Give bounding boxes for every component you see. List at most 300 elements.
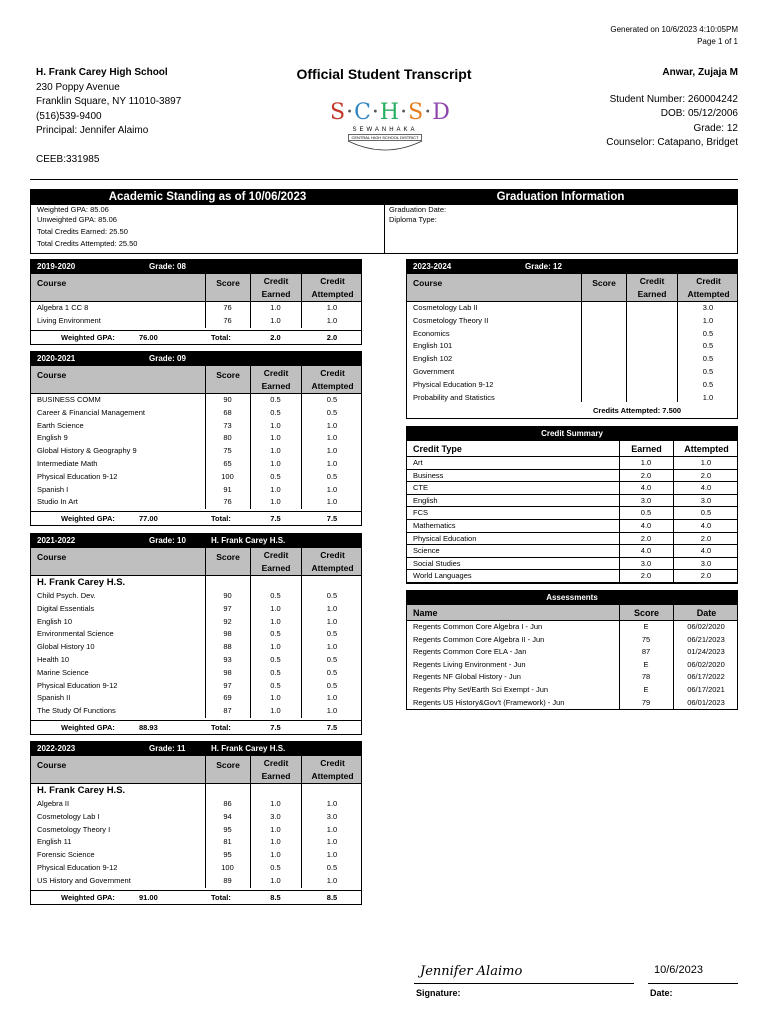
column-divider	[673, 558, 674, 570]
table-row	[31, 407, 361, 420]
course-name: Algebra II	[37, 799, 70, 808]
table-row	[31, 862, 361, 875]
course-attempted: 1.0	[326, 824, 338, 834]
total-credits-attempted: Total Credits Attempted: 25.50	[37, 239, 138, 248]
col-credit-earned: Credit Earned	[250, 366, 301, 394]
assessment-name: Regents Common Core ELA - Jan	[413, 647, 527, 657]
signature-image: Jennifer Alaimo	[420, 964, 523, 979]
course-earned: 0.5	[270, 471, 281, 481]
year-table	[30, 259, 362, 345]
credit-summary-title: Credit Summary	[407, 427, 737, 441]
course-earned: 1.0	[270, 497, 281, 507]
total-earned: 8.5	[270, 892, 281, 902]
table-row	[31, 445, 361, 458]
course-earned: 1.0	[270, 433, 281, 443]
col-assessment-name: Name	[413, 608, 438, 618]
assessment-date: 01/24/2023	[687, 647, 725, 657]
course-attempted: 1.0	[326, 850, 338, 860]
credit-type: World Languages	[413, 571, 472, 581]
course-score: 86	[223, 799, 232, 808]
generated-info	[610, 24, 738, 48]
course-earned: 1.0	[270, 850, 281, 860]
assessment-name: Regents Common Core Algebra II - Jun	[413, 634, 545, 644]
assessment-name: Regents Phy Set/Earth Sci Exempt - Jun	[413, 684, 549, 694]
course-earned: 0.5	[270, 629, 281, 639]
weighted-gpa-label: Weighted GPA:	[61, 514, 115, 524]
table-row	[407, 520, 737, 533]
table-row	[31, 471, 361, 484]
logo-arc-icon	[330, 141, 440, 155]
table-row	[407, 570, 737, 583]
column-divider	[205, 756, 206, 888]
course-earned: 1.0	[270, 315, 281, 325]
credit-attempted: 3.0	[700, 495, 712, 505]
signature-line	[414, 983, 634, 984]
year-totals	[31, 330, 361, 344]
course-attempted: 1.0	[326, 303, 338, 312]
course-score: 95	[223, 850, 232, 860]
course-name: Cosmetology Theory II	[413, 315, 489, 325]
table-row	[407, 457, 737, 470]
total-attempted: 7.5	[326, 722, 338, 732]
year-totals	[31, 890, 361, 904]
assessment-score: E	[643, 684, 649, 694]
student-info	[606, 66, 738, 151]
district-logo	[330, 100, 451, 166]
course-earned: 0.5	[270, 680, 281, 690]
col-credit-attempted: Credit Attempted	[301, 274, 363, 302]
column-divider	[205, 548, 206, 718]
generated-timestamp: Generated on 10/6/2023 4:10:05PM	[610, 25, 738, 34]
assessment-date: 06/21/2023	[687, 634, 725, 644]
weighted-gpa-label: Weighted GPA:	[61, 332, 115, 342]
course-attempted: 1.0	[326, 315, 338, 325]
course-name: Digital Essentials	[37, 603, 95, 613]
course-attempted: 1.0	[702, 392, 714, 402]
course-earned: 1.0	[270, 458, 281, 468]
assessment-date: 06/02/2020	[687, 659, 725, 669]
course-score: 98	[223, 629, 232, 639]
col-assessment-date: Date	[673, 605, 739, 621]
column-divider	[301, 756, 302, 888]
column-divider	[673, 605, 674, 709]
school-phone: (516)539-9400	[36, 110, 102, 122]
course-name: Studio In Art	[37, 497, 78, 507]
course-attempted: 1.0	[326, 706, 338, 716]
course-attempted: 1.0	[326, 616, 338, 626]
weighted-gpa-label: Weighted GPA:	[61, 892, 115, 902]
date-line	[648, 983, 738, 984]
assessment-score: 79	[641, 697, 651, 707]
credit-type: Art	[413, 458, 423, 467]
table-row	[407, 671, 737, 684]
course-score: 80	[223, 433, 232, 443]
assessment-name: Regents US History&Gov't (Framework) - Jun	[413, 697, 565, 707]
credit-type: FCS	[413, 508, 428, 518]
course-name: Cosmetology Lab II	[413, 303, 478, 312]
column-divider	[673, 533, 674, 545]
academic-standing-panel	[30, 189, 738, 254]
table-row	[407, 495, 737, 508]
current-year-label: 2023-2024	[413, 262, 452, 271]
table-row	[407, 482, 737, 495]
column-divider	[250, 548, 251, 718]
assessment-name: Regents NF Global History - Jun	[413, 672, 521, 682]
credit-attempted: 4.0	[700, 546, 712, 556]
course-earned: 3.0	[270, 811, 281, 821]
table-row	[407, 302, 737, 315]
year-grade: Grade: 11	[149, 744, 186, 753]
column-divider	[205, 274, 206, 328]
credit-attempted: 2.0	[700, 571, 712, 581]
course-earned: 1.0	[270, 799, 281, 808]
table-row	[31, 420, 361, 433]
total-earned: 7.5	[270, 514, 281, 524]
table-row	[407, 697, 737, 710]
column-divider	[301, 274, 302, 328]
course-name: Government	[413, 366, 455, 376]
school-heading: H. Frank Carey H.S.	[37, 577, 126, 588]
credit-attempted: 2.0	[700, 533, 712, 543]
credit-attempted: 0.5	[700, 508, 712, 518]
year-label: 2019-2020	[37, 262, 76, 271]
course-attempted: 1.0	[326, 799, 338, 808]
table-row	[31, 603, 361, 616]
weighted-gpa-label: Weighted GPA:	[61, 722, 115, 732]
course-earned: 1.0	[270, 484, 281, 494]
course-score: 89	[223, 875, 232, 885]
assessment-score: E	[643, 622, 649, 631]
col-course: Course	[37, 370, 67, 380]
assessment-score: E	[643, 659, 649, 669]
credit-type: CTE	[413, 483, 428, 493]
course-earned: 0.5	[270, 395, 281, 404]
table-row	[407, 507, 737, 520]
course-attempted: 1.0	[326, 433, 338, 443]
course-attempted: 0.5	[702, 341, 714, 351]
logo-letters: S·C·H·S·D	[330, 100, 451, 125]
column-divider	[619, 520, 620, 532]
col-course: Course	[37, 760, 67, 770]
course-name: Physical Education 9-12	[37, 680, 118, 690]
course-attempted: 0.5	[326, 654, 338, 664]
course-attempted: 0.5	[326, 629, 338, 639]
course-earned: 1.0	[270, 420, 281, 430]
course-score: 90	[223, 591, 232, 600]
course-name: Marine Science	[37, 667, 89, 677]
year-table	[30, 741, 362, 905]
column-divider	[677, 274, 678, 402]
course-score: 88	[223, 642, 232, 652]
col-credit-earned: Credit Earned	[250, 274, 301, 302]
table-row	[407, 470, 737, 483]
table-row	[31, 667, 361, 680]
date-label: Date:	[650, 988, 673, 998]
course-attempted: 1.0	[326, 875, 338, 885]
course-attempted: 1.0	[326, 420, 338, 430]
credit-earned: 4.0	[640, 546, 652, 556]
column-divider	[619, 570, 620, 582]
current-year-table	[406, 259, 738, 419]
course-attempted: 1.0	[326, 497, 338, 507]
credit-attempted: 4.0	[700, 520, 712, 530]
col-course: Course	[37, 278, 67, 288]
student-name: Anwar, Zujaja M	[662, 67, 738, 78]
course-earned: 1.0	[270, 616, 281, 626]
col-course: Course	[413, 278, 443, 288]
year-totals	[31, 720, 361, 734]
course-score: 68	[223, 407, 232, 417]
school-name: H. Frank Carey High School	[36, 67, 168, 78]
table-row	[407, 646, 737, 659]
assessment-name: Regents Common Core Algebra I - Jun	[413, 622, 543, 631]
table-row	[407, 545, 737, 558]
weighted-gpa-value: 88.93	[139, 722, 158, 732]
total-attempted: 2.0	[326, 332, 338, 342]
course-earned: 1.0	[270, 603, 281, 613]
col-credit-type: Credit Type	[413, 444, 462, 454]
credit-summary-table	[406, 426, 738, 584]
col-credit-attempted: Credit Attempted	[301, 756, 363, 784]
total-label: Total:	[211, 892, 231, 902]
course-attempted: 0.5	[702, 366, 714, 376]
column-divider	[205, 366, 206, 509]
year-grade: Grade: 10	[149, 536, 186, 545]
course-name: Living Environment	[37, 315, 101, 325]
credit-type: Physical Education	[413, 533, 477, 543]
course-earned: 1.0	[270, 824, 281, 834]
col-score: Score	[581, 274, 626, 302]
credit-earned: 4.0	[640, 520, 652, 530]
total-attempted: 8.5	[326, 892, 338, 902]
credit-earned: 2.0	[640, 470, 652, 480]
course-name: Health 10	[37, 654, 70, 664]
course-score: 90	[223, 395, 232, 404]
column-divider	[619, 545, 620, 557]
assessment-date: 06/01/2023	[687, 697, 725, 707]
year-table	[30, 533, 362, 735]
student-number: Student Number: 260004242	[609, 93, 738, 105]
column-divider	[250, 756, 251, 888]
year-grade: Grade: 09	[149, 354, 186, 363]
table-row	[407, 315, 737, 328]
table-row	[31, 836, 361, 849]
col-assessment-score: Score	[619, 605, 673, 621]
year-school: H. Frank Carey H.S.	[211, 536, 286, 545]
course-name: Economics	[413, 328, 450, 338]
column-divider	[619, 457, 620, 469]
course-name: Earth Science	[37, 420, 84, 430]
column-divider	[673, 507, 674, 519]
course-name: Algebra 1 CC 8	[37, 303, 89, 312]
table-row	[31, 394, 361, 407]
credit-earned: 2.0	[640, 533, 652, 543]
student-grade: Grade: 12	[693, 122, 738, 134]
course-attempted: 0.5	[702, 328, 714, 338]
course-earned: 0.5	[270, 862, 281, 872]
course-score: 95	[223, 824, 232, 834]
course-name: US History and Government	[37, 875, 131, 885]
column-divider	[619, 470, 620, 482]
total-earned: 7.5	[270, 722, 281, 732]
course-score: 93	[223, 654, 232, 664]
table-row	[31, 692, 361, 705]
credit-earned: 0.5	[640, 508, 652, 518]
signature-label: Signature:	[416, 988, 461, 998]
col-credit-attempted: Credit Attempted	[677, 274, 739, 302]
course-name: English 102	[413, 354, 453, 364]
graduation-info-title: Graduation Information	[496, 191, 625, 203]
course-name: Environmental Science	[37, 629, 114, 639]
table-row	[407, 684, 737, 697]
course-score: 81	[223, 837, 232, 847]
course-score: 69	[223, 693, 232, 703]
weighted-gpa-value: 91.00	[139, 892, 158, 902]
course-score: 75	[223, 446, 232, 456]
course-score: 100	[221, 471, 234, 481]
assessment-name: Regents Living Environment - Jun	[413, 659, 526, 669]
course-score: 76	[223, 303, 232, 312]
assessment-date: 06/17/2022	[687, 672, 725, 682]
course-earned: 0.5	[270, 654, 281, 664]
course-attempted: 1.0	[326, 458, 338, 468]
page-number: Page 1 of 1	[697, 37, 738, 46]
course-name: Spanish I	[37, 484, 69, 494]
course-name: English 101	[413, 341, 453, 351]
table-row	[407, 392, 737, 405]
school-address-line2: Franklin Square, NY 11010-3897	[36, 96, 182, 107]
course-earned: 1.0	[270, 693, 281, 703]
column-divider	[626, 274, 627, 402]
column-divider	[250, 366, 251, 509]
column-divider	[673, 570, 674, 582]
course-earned: 0.5	[270, 667, 281, 677]
total-label: Total:	[211, 332, 231, 342]
course-name: BUSINESS COMM	[37, 395, 101, 404]
table-row	[407, 353, 737, 366]
course-score: 76	[223, 315, 232, 325]
credit-type: English	[413, 495, 438, 505]
course-score: 100	[221, 862, 234, 872]
column-divider	[619, 507, 620, 519]
school-ceeb: CEEB:331985	[36, 153, 100, 165]
col-score: Score	[205, 274, 250, 302]
column-divider	[673, 457, 674, 469]
col-credit-earned: Credit Earned	[250, 756, 301, 784]
table-row	[31, 315, 361, 328]
course-name: Global History 10	[37, 642, 95, 652]
assessment-date: 06/17/2021	[687, 684, 725, 694]
course-attempted: 3.0	[702, 303, 714, 312]
year-label: 2020-2021	[37, 354, 76, 363]
table-row	[31, 432, 361, 445]
weighted-gpa: Weighted GPA: 85.06	[37, 205, 109, 214]
table-row	[31, 824, 361, 837]
col-earned: Earned	[619, 441, 673, 457]
school-principal: Principal: Jennifer Alaimo	[36, 125, 149, 136]
course-name: English 11	[37, 837, 72, 847]
student-dob: DOB: 05/12/2006	[660, 108, 738, 119]
table-row	[407, 366, 737, 379]
course-name: The Study Of Functions	[37, 706, 116, 716]
current-year-grade: Grade: 12	[525, 262, 562, 271]
course-attempted: 0.5	[326, 591, 338, 600]
total-credits-earned: Total Credits Earned: 25.50	[37, 227, 128, 236]
column-divider	[581, 274, 582, 402]
col-credit-attempted: Credit Attempted	[301, 548, 363, 576]
column-divider	[673, 482, 674, 494]
course-score: 73	[223, 420, 232, 430]
table-row	[31, 875, 361, 888]
column-divider	[301, 548, 302, 718]
column-divider	[619, 482, 620, 494]
table-row	[31, 811, 361, 824]
column-divider	[619, 558, 620, 570]
credit-type: Science	[413, 546, 440, 556]
course-earned: 0.5	[270, 591, 281, 600]
table-row	[31, 849, 361, 862]
credit-earned: 4.0	[640, 483, 652, 493]
course-name: Physical Education 9-12	[413, 379, 494, 389]
table-row	[31, 798, 361, 811]
table-row	[407, 328, 737, 341]
table-row	[407, 621, 737, 634]
course-attempted: 1.0	[702, 315, 714, 325]
total-attempted: 7.5	[326, 514, 338, 524]
weighted-gpa-value: 77.00	[139, 514, 158, 524]
assessment-score: 78	[641, 672, 651, 682]
course-name: Physical Education 9-12	[37, 471, 118, 481]
column-divider	[673, 545, 674, 557]
table-row	[31, 705, 361, 718]
table-row	[31, 302, 361, 315]
credit-type: Business	[413, 470, 444, 480]
credit-type: Social Studies	[413, 558, 461, 568]
column-divider	[301, 366, 302, 509]
column-divider	[250, 274, 251, 328]
course-earned: 1.0	[270, 875, 281, 885]
unweighted-gpa: Unweighted GPA: 85.06	[37, 215, 117, 224]
course-attempted: 0.5	[702, 379, 714, 389]
course-earned: 1.0	[270, 706, 281, 716]
logo-subtitle-2: CENTRAL HIGH SCHOOL DISTRICT	[348, 134, 422, 141]
column-divider	[619, 495, 620, 507]
table-row	[31, 680, 361, 693]
table-row	[407, 340, 737, 353]
course-score: 87	[223, 706, 232, 716]
table-row	[31, 484, 361, 497]
course-score: 98	[223, 667, 232, 677]
logo-subtitle: SEWANHAKA	[352, 127, 418, 133]
current-credits-attempted: Credits Attempted: 7.500	[593, 406, 682, 416]
column-divider	[619, 605, 620, 709]
page-title: Official Student Transcript	[296, 66, 472, 82]
column-divider	[619, 533, 620, 545]
col-course: Course	[37, 552, 67, 562]
course-attempted: 1.0	[326, 837, 338, 847]
course-name: Cosmetology Lab I	[37, 811, 100, 821]
school-heading: H. Frank Carey H.S.	[37, 785, 126, 796]
total-earned: 2.0	[270, 332, 281, 342]
col-credit-earned: Credit Earned	[250, 548, 301, 576]
table-row	[407, 558, 737, 571]
table-row	[31, 458, 361, 471]
total-label: Total:	[211, 722, 231, 732]
student-counselor: Counselor: Catapano, Bridget	[606, 137, 738, 148]
column-divider	[673, 495, 674, 507]
table-row	[31, 654, 361, 667]
course-earned: 1.0	[270, 642, 281, 652]
